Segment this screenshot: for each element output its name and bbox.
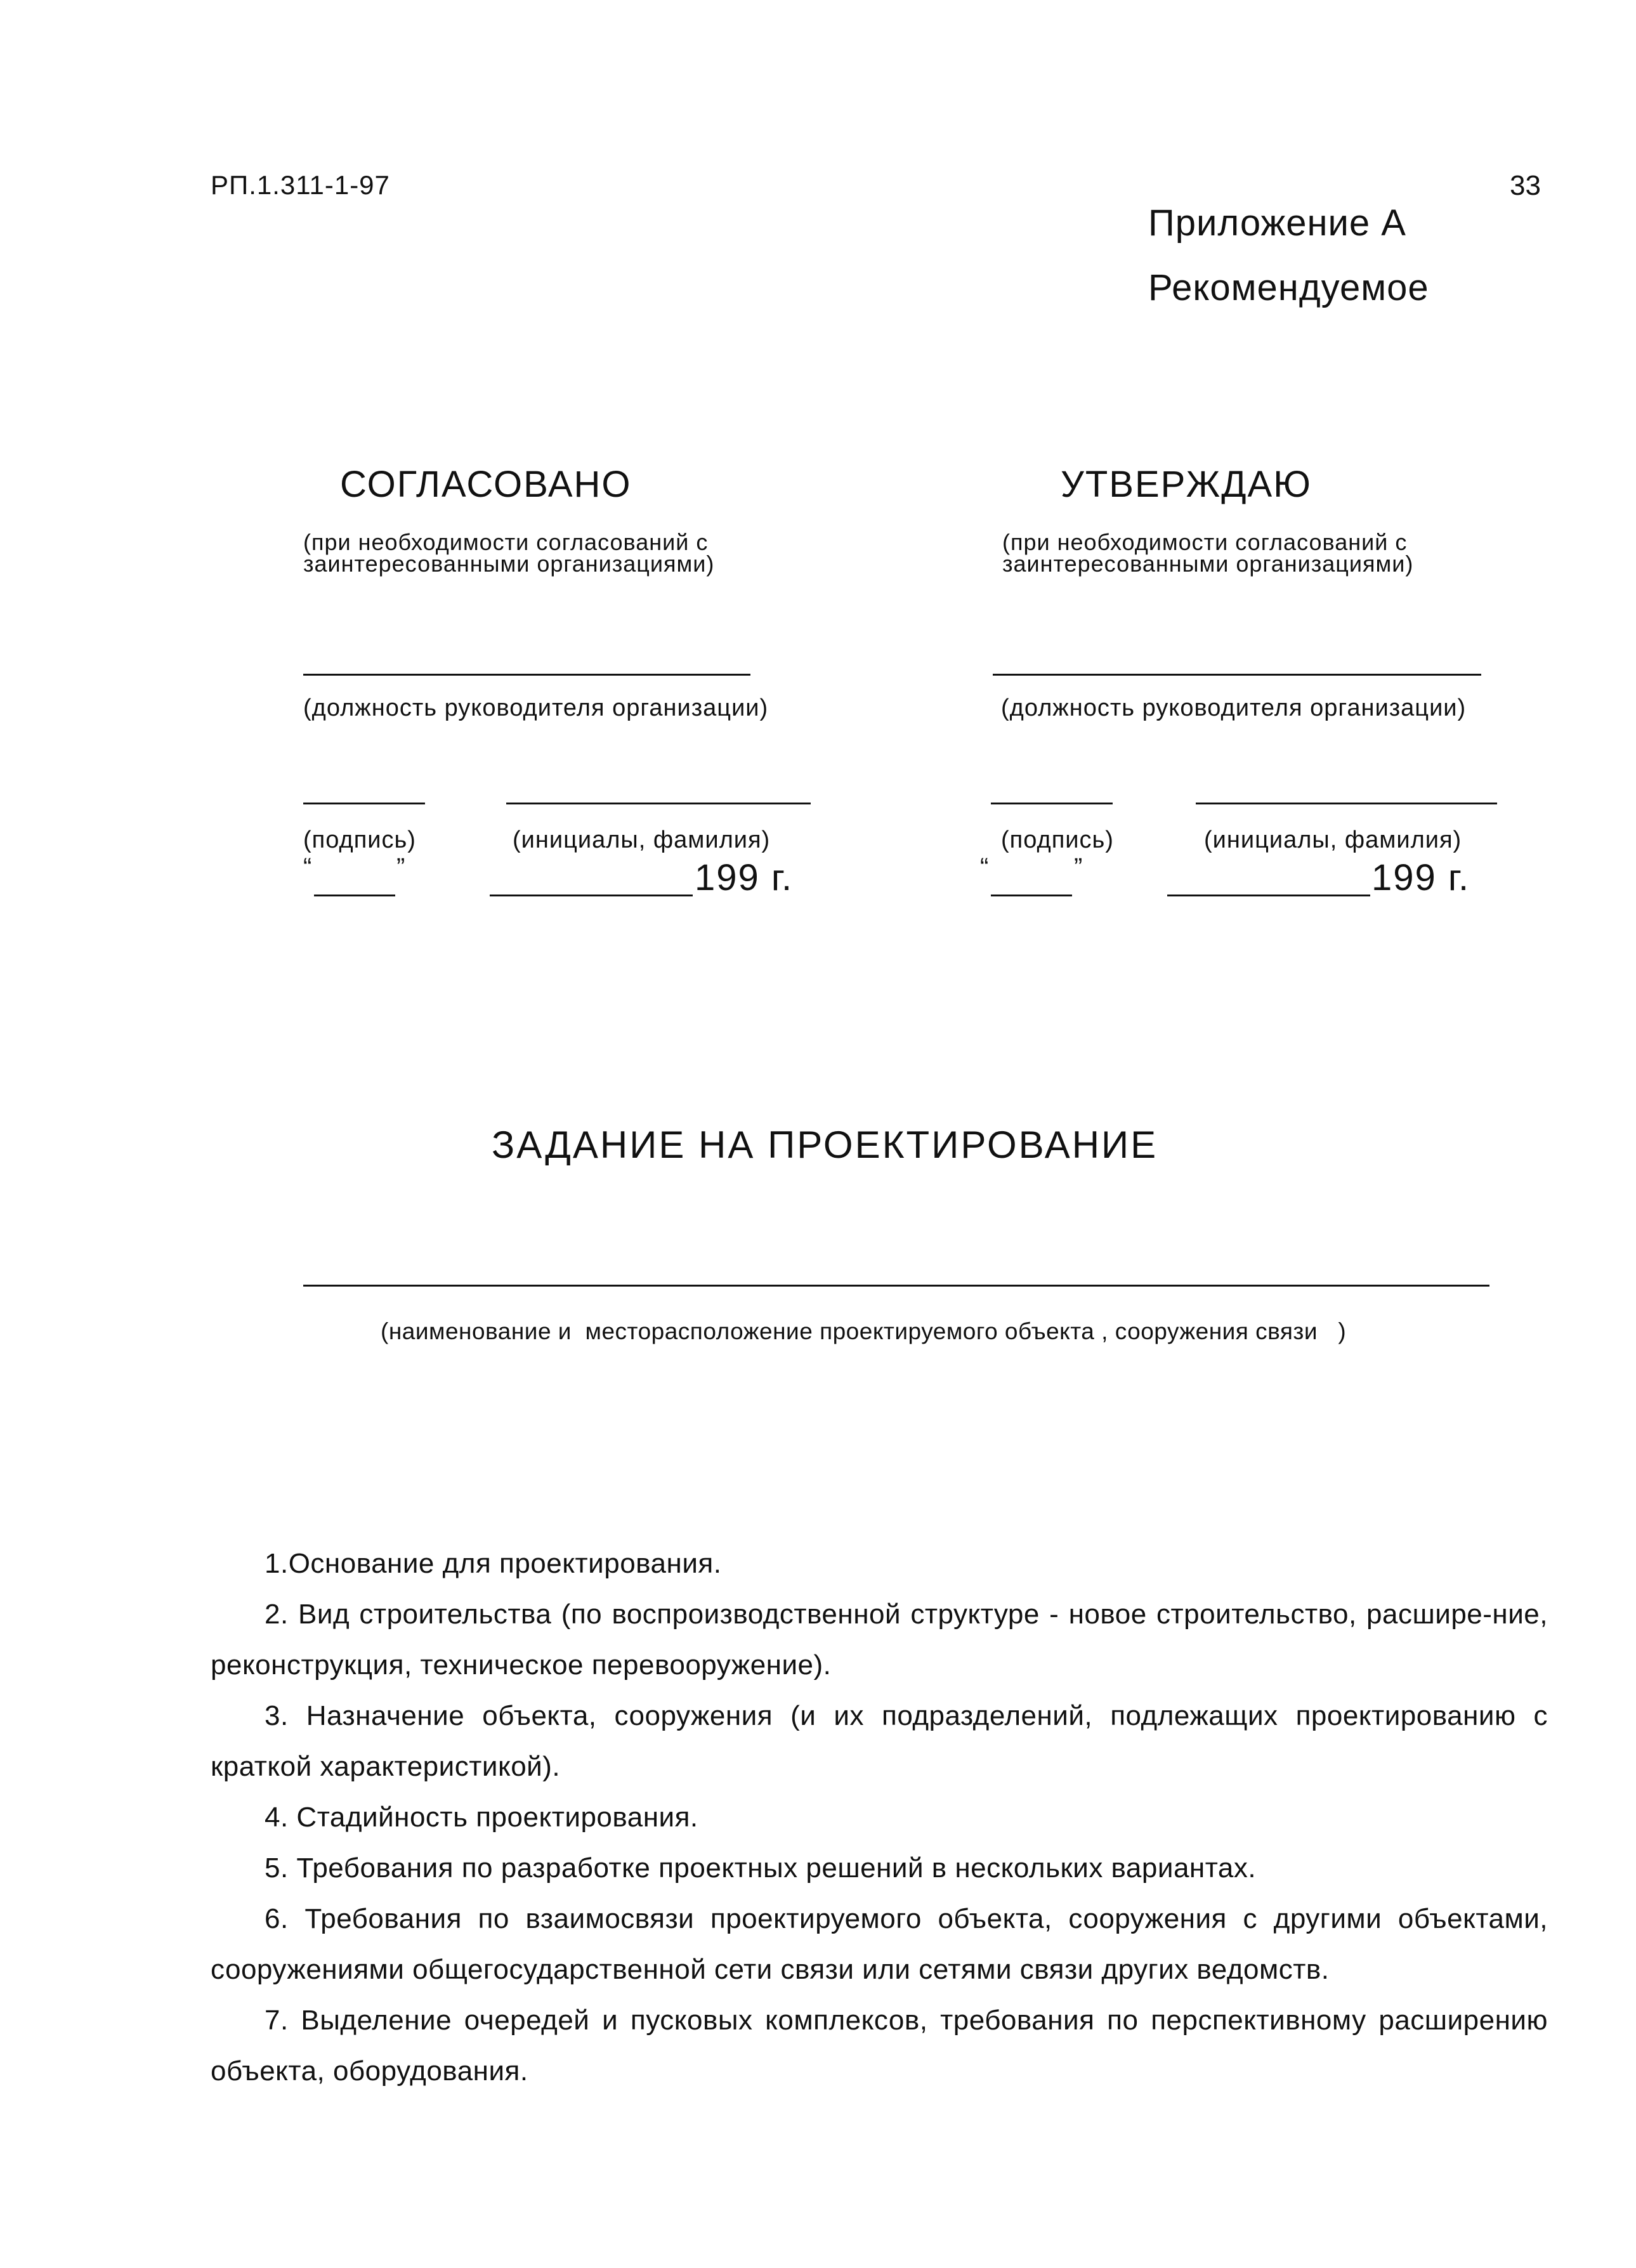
list-item: 3. Назначение объекта, сооружения (и их подразделений, подлежащих проектированию с краткой характеристикой). xyxy=(211,1700,1548,1782)
agreed-month-line xyxy=(490,895,693,896)
approve-name-line xyxy=(1196,803,1497,804)
agreed-signature-line xyxy=(303,803,425,804)
approve-note-line1: (при необходимости согласований с xyxy=(1002,529,1408,555)
approve-note-line2: заинтересованными организациями) xyxy=(1002,551,1414,577)
agreed-note-line1: (при необходимости согласований с xyxy=(303,529,709,555)
recommended-label: Рекомендуемое xyxy=(1148,267,1429,308)
list-item: 4. Стадийность проектирования. xyxy=(265,1802,698,1833)
appendix-label: Приложение А xyxy=(1148,202,1406,244)
object-name-line xyxy=(303,1285,1489,1287)
agreed-position-caption: (должность руководителя организации) xyxy=(303,695,769,721)
object-caption: (наименование и месторасположение проектируемого объекта , сооружения связи ) xyxy=(381,1318,1347,1344)
agreed-name-line xyxy=(506,803,811,804)
agreed-quote-close: ” xyxy=(396,853,405,881)
requirements-list xyxy=(211,1538,1548,2097)
approve-year: 199 г. xyxy=(1371,857,1470,898)
task-title: ЗАДАНИЕ НА ПРОЕКТИРОВАНИЕ xyxy=(492,1124,1158,1166)
approve-signature-caption: (подпись) xyxy=(1001,827,1114,853)
document-code: РП.1.311-1-97 xyxy=(211,170,390,200)
agreed-note-line2: заинтересованными организациями) xyxy=(303,551,715,577)
approve-title: УТВЕРЖДАЮ xyxy=(1061,464,1312,505)
agreed-signature-caption: (подпись) xyxy=(303,827,416,853)
approve-month-line xyxy=(1167,895,1370,896)
list-item: 7. Выделение очередей и пусковых комплексов, требования по перспективному расширению объекта, оборудования. xyxy=(211,2005,1548,2087)
agreed-year: 199 г. xyxy=(695,857,794,898)
agreed-title: СОГЛАСОВАНО xyxy=(340,464,632,505)
agreed-quote-open: “ xyxy=(303,853,312,881)
agreed-day-line xyxy=(314,895,395,896)
approve-quote-open: “ xyxy=(980,853,989,881)
page-number: 33 xyxy=(1510,170,1541,201)
list-item: 5. Требования по разработке проектных решений в нескольких вариантах. xyxy=(265,1852,1257,1884)
approve-position-line xyxy=(993,674,1481,676)
approve-signature-line xyxy=(991,803,1113,804)
agreed-name-caption: (инициалы, фамилия) xyxy=(513,827,771,853)
list-item: 1.Основание для проектирования. xyxy=(265,1548,722,1579)
approve-day-line xyxy=(991,895,1072,896)
list-item: 2. Вид строительства (по воспроизводственной структуре - новое строительство, расшире-ние, реконструкция, техническое перевооружение). xyxy=(211,1599,1548,1681)
agreed-position-line xyxy=(303,674,750,676)
approve-name-caption: (инициалы, фамилия) xyxy=(1204,827,1462,853)
approve-position-caption: (должность руководителя организации) xyxy=(1001,695,1467,721)
list-item: 6. Требования по взаимосвязи проектируемого объекта, сооружения с другими объектами, сооружениями общегосударственной сети связи или сетями связи других ведомств. xyxy=(211,1903,1548,1985)
approve-quote-close: ” xyxy=(1074,853,1083,881)
